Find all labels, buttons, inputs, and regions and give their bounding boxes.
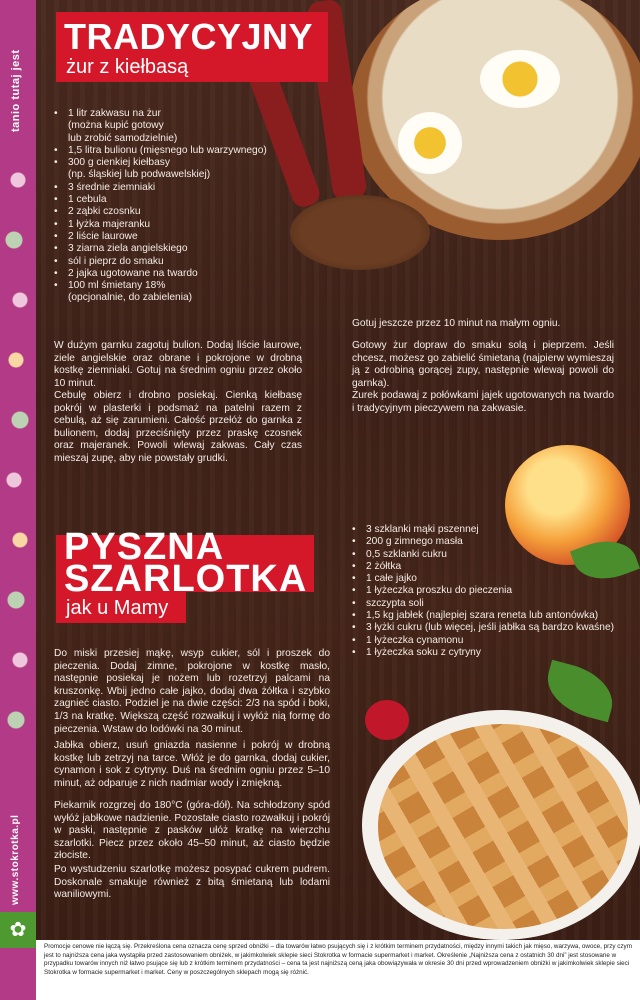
recipe1-title: TRADYCYJNY bbox=[64, 16, 314, 57]
recipe2-ingredients bbox=[352, 524, 622, 659]
ingredient-item: • 100 ml śmietany 18% bbox=[54, 280, 274, 292]
brand-sidebar bbox=[0, 0, 36, 1000]
ingredient-item: • 1 łyżeczka proszku do pieczenia bbox=[352, 585, 622, 597]
egg-half-icon bbox=[398, 112, 462, 174]
ingredient-item: • sól i pieprz do smaku bbox=[54, 256, 274, 268]
ingredient-item: • 1 cebula bbox=[54, 194, 274, 206]
recipe1-step: Cebulę obierz i drobno posiekaj. Cienką kiełbasę pokrój w plasterki i podsmaż na patelni razem z cebulą, aż się zarumieni. Całość przełóż do garnka z bulionem, dodaj przeciśnięty przez praskę czosnek oraz majeranek. Powoli wlewaj zakwas. Cały czas mieszaj zupę, aby nie powstały grudki. bbox=[54, 390, 302, 464]
ingredient-item: • 1 całe jajko bbox=[352, 573, 622, 585]
ingredient-item: • 3 średnie ziemniaki bbox=[54, 182, 274, 194]
apple-pie-image bbox=[378, 724, 628, 929]
ingredient-item: • 2 żółtka bbox=[352, 561, 622, 573]
ingredient-item: (opcjonalnie, do zabielenia) bbox=[68, 292, 193, 304]
footer-disclaimer: Promocje cenowe nie łączą się. Przekreślona cena oznacza cenę sprzed obniżki – dla towarów łatwo psujących się i z krótkim terminem przydatności, między innymi takich jak mięso, warzywa, owoce, przy czym jest to najniższa cena jaka wystąpiła przed zastosowaniem obniżek, w jakimkolwiek sklepie sieci Stokrotka w formacie supermarket i market. Określenie „Najniższa cena z ostatnich 30 dni” jest stosowane w przypadku towarów innych niż łatwo psujące się lub z krótkim terminem przydatności – cena ta jest najniższą ceną jaka obowiązywała w okresie 30 dni przed wprowadzeniem obniżki w jakimkolwiek sklepie sieci Stokrotka w formacie supermarket i market. Ceny w poszczególnych sklepach mogą się różnić. bbox=[44, 943, 632, 976]
recipe1-step: Żurek podawaj z połówkami jajek ugotowanych na twardo i tradycyjnym pieczywem na zakwasie. bbox=[352, 390, 614, 414]
ingredient-item: • 1 łyżeczka cynamonu bbox=[352, 635, 622, 647]
ingredient-item: • 2 jajka ugotowane na twardo bbox=[54, 268, 274, 280]
ingredient-item: • 2 ząbki czosnku bbox=[54, 206, 274, 218]
ingredient-item: • 1,5 litra bulionu (mięsnego lub warzywnego) bbox=[54, 145, 274, 157]
recipe2-subtitle: jak u Mamy bbox=[66, 597, 169, 619]
ingredient-item: (np. śląskiej lub podwawelskiej) bbox=[68, 169, 211, 181]
leaf-icon bbox=[540, 660, 620, 723]
ingredient-item: • 3 ziarna ziela angielskiego bbox=[54, 243, 274, 255]
ingredient-item: • 1 łyżeczka soku z cytryny bbox=[352, 647, 622, 659]
ingredient-item: • 1 litr zakwasu na żur bbox=[54, 108, 274, 120]
recipe2-title-line2: SZARLOTKA bbox=[64, 558, 308, 600]
rose-icon bbox=[365, 700, 409, 740]
recipe2-step: Po wystudzeniu szarlotkę możesz posypać cukrem pudrem. Doskonale smakuje również z bitą śmietaną lub lodami waniliowymi. bbox=[54, 864, 330, 901]
ingredient-item: • 300 g cienkiej kiełbasy bbox=[54, 157, 274, 169]
ingredient-item: • 1 łyżka majeranku bbox=[54, 219, 274, 231]
recipe2-step: Piekarnik rozgrzej do 180°C (góra-dół). Na schłodzony spód wyłóż jabłkowe nadzienie. Pozostałe ciasto rozwałkuj i pokrój w paski, następnie z pasków ułóż kratkę na wierzchu szarlotki. Piecz przez około 45–50 minut, aż ciasto będzie złociste. bbox=[54, 800, 330, 862]
recipe1-subtitle: żur z kiełbasą bbox=[66, 56, 189, 78]
recipe2-title-box bbox=[56, 526, 314, 623]
recipe1-ingredients bbox=[54, 108, 274, 305]
legal-footer bbox=[36, 940, 640, 1000]
recipe2-title-line1: PYSZNA bbox=[64, 526, 225, 568]
sidebar-url[interactable]: www.stokrotka.pl bbox=[10, 814, 21, 905]
recipe1-title-box bbox=[56, 12, 328, 82]
daisy-logo-icon: ✿ bbox=[0, 912, 36, 948]
recipe2-step: Do miski przesiej mąkę, wsyp cukier, sól i proszek do pieczenia. Dodaj zimne, pokrojone w kostkę masło, następnie posiekaj je nożem lub rozetrzyj palcami na kruszonkę. Wbij jedno całe jajko, dodaj dwa żółtka i szybko zagnieć ciasto. Podziel je na dwie części: 2/3 na spód i boki, 1/3 na kratkę. Większą część rozwałkuj i wyłóż nią formę do pieczenia. Wstaw do lodówki na 30 minut. bbox=[54, 648, 330, 735]
ingredient-item: lub zrobić samodzielnie) bbox=[68, 132, 178, 144]
ingredient-item: • 2 liście laurowe bbox=[54, 231, 274, 243]
ingredient-item: • 0,5 szklanki cukru bbox=[352, 549, 622, 561]
ingredient-item: • 200 g zimnego masła bbox=[352, 536, 622, 548]
ingredient-item: • szczypta soli bbox=[352, 598, 622, 610]
recipe1-step: W dużym garnku zagotuj bulion. Dodaj liście laurowe, ziele angielskie oraz obrane i pokrojone w drobną kostkę ziemniaki. Gotuj na średnim ogniu przez około 10 minut. bbox=[54, 340, 302, 389]
ingredient-item: • 3 szklanki mąki pszennej bbox=[352, 524, 622, 536]
egg-half-icon bbox=[480, 50, 560, 108]
recipe1-step: Gotuj jeszcze przez 10 minut na małym ogniu. bbox=[352, 318, 561, 329]
recipe1-step: Gotowy żur dopraw do smaku solą i pieprzem. Jeśli chcesz, możesz go zabielić śmietaną (najpierw wymieszaj ją z odrobiną gorącej zupy, następnie wlewaj powoli do garnka). bbox=[352, 340, 614, 389]
flower-decoration bbox=[0, 150, 36, 770]
sidebar-slogan: tanio tutaj jest bbox=[10, 49, 22, 132]
ingredient-item: (można kupić gotowy bbox=[68, 120, 164, 132]
ingredient-item: • 1,5 kg jabłek (najlepiej szara reneta lub antonówka) bbox=[352, 610, 622, 622]
recipe2-step: Jabłka obierz, usuń gniazda nasienne i pokrój w drobną kostkę lub zetrzyj na tarce. Włóż je do garnka, dodaj cukier, cynamon i sok z cytryny. Duś na średnim ogniu przez 5–10 minut, aż odparuje z nich nadmiar wody i zmiękną. bbox=[54, 740, 330, 789]
bread-image bbox=[290, 195, 430, 270]
ingredient-item: • 3 łyżki cukru (lub więcej, jeśli jabłka są bardzo kwaśne) bbox=[352, 622, 622, 634]
